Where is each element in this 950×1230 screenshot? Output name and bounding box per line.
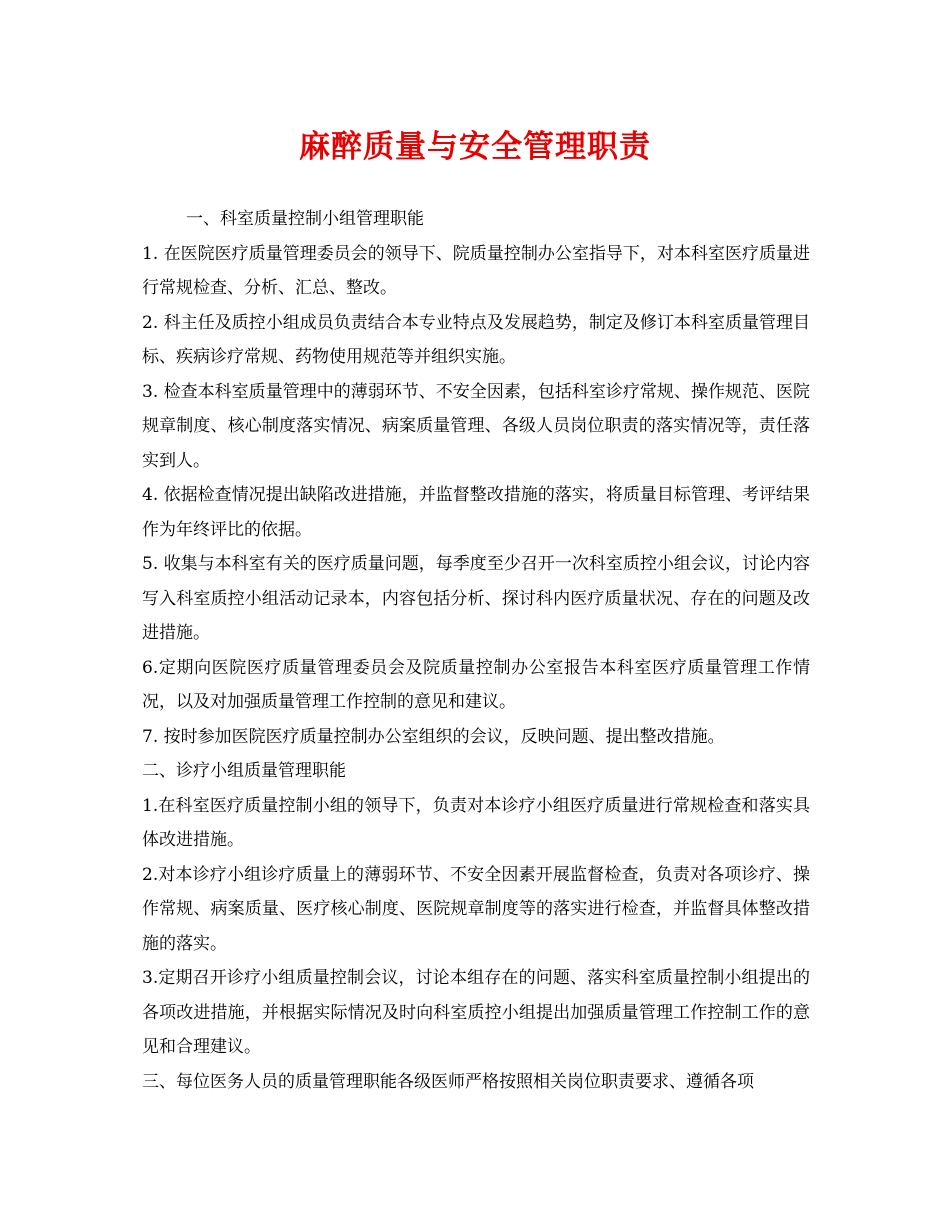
section-heading-2: 二、诊疗小组质量管理职能: [142, 761, 346, 781]
section-heading-3: 三、每位医务人员的质量管理职能各级医师严格按照相关岗位职责要求、遵循各项: [142, 1071, 754, 1092]
paragraph-item: 1.在科室医疗质量控制小组的领导下，负责对本诊疗小组医疗质量进行常规检查和落实具体改进措施。: [142, 795, 810, 850]
paragraph-item: 5. 收集与本科室有关的医疗质量问题，每季度至少召开一次科室质控小组会议，讨论内容写入科室质控小组活动记录本，内容包括分析、探讨科内医疗质量状况、存在的问题及改进措施。: [142, 554, 810, 643]
paragraph-item: 4. 依据检查情况提出缺陷改进措施，并监督整改措施的落实，将质量目标管理、考评结果作为年终评比的依据。: [142, 485, 810, 540]
paragraph-item: 1. 在医院医疗质量管理委员会的领导下、院质量控制办公室指导下，对本科室医疗质量进行常规检查、分析、汇总、整改。: [142, 243, 810, 298]
paragraph-item: 2. 科主任及质控小组成员负责结合本专业特点及发展趋势，制定及修订本科室质量管理目标、疾病诊疗常规、药物使用规范等并组织实施。: [142, 312, 810, 367]
paragraph-item: 2.对本诊疗小组诊疗质量上的薄弱环节、不安全因素开展监督检查，负责对各项诊疗、操作常规、病案质量、医疗核心制度、医院规章制度等的落实进行检查，并监督具体整改措施的落实。: [142, 864, 810, 954]
paragraph-item: 3.定期召开诊疗小组质量控制会议，讨论本组存在的问题、落实科室质量控制小组提出的各项改进措施，并根据实际情况及时向科室质控小组提出加强质量管理工作控制工作的意见和合理建议。: [142, 968, 810, 1057]
paragraph-item: 7. 按时参加医院医疗质量控制办公室组织的会议，反映问题、提出整改措施。: [142, 726, 725, 747]
paragraph-item: 3. 检查本科室质量管理中的薄弱环节、不安全因素，包括科室诊疗常规、操作规范、医院规章制度、核心制度落实情况、病案质量管理、各级人员岗位职责的落实情况等，责任落实到人。: [142, 381, 810, 471]
document-title: 麻醉质量与安全管理职责: [299, 129, 651, 165]
document-body: [142, 202, 810, 1099]
paragraph-item: 6.定期向医院医疗质量管理委员会及院质量控制办公室报告本科室医疗质量管理工作情况，以及对加强质量管理工作控制的意见和建议。: [142, 657, 810, 712]
section-heading-1: 一、科室质量控制小组管理职能: [186, 209, 424, 229]
